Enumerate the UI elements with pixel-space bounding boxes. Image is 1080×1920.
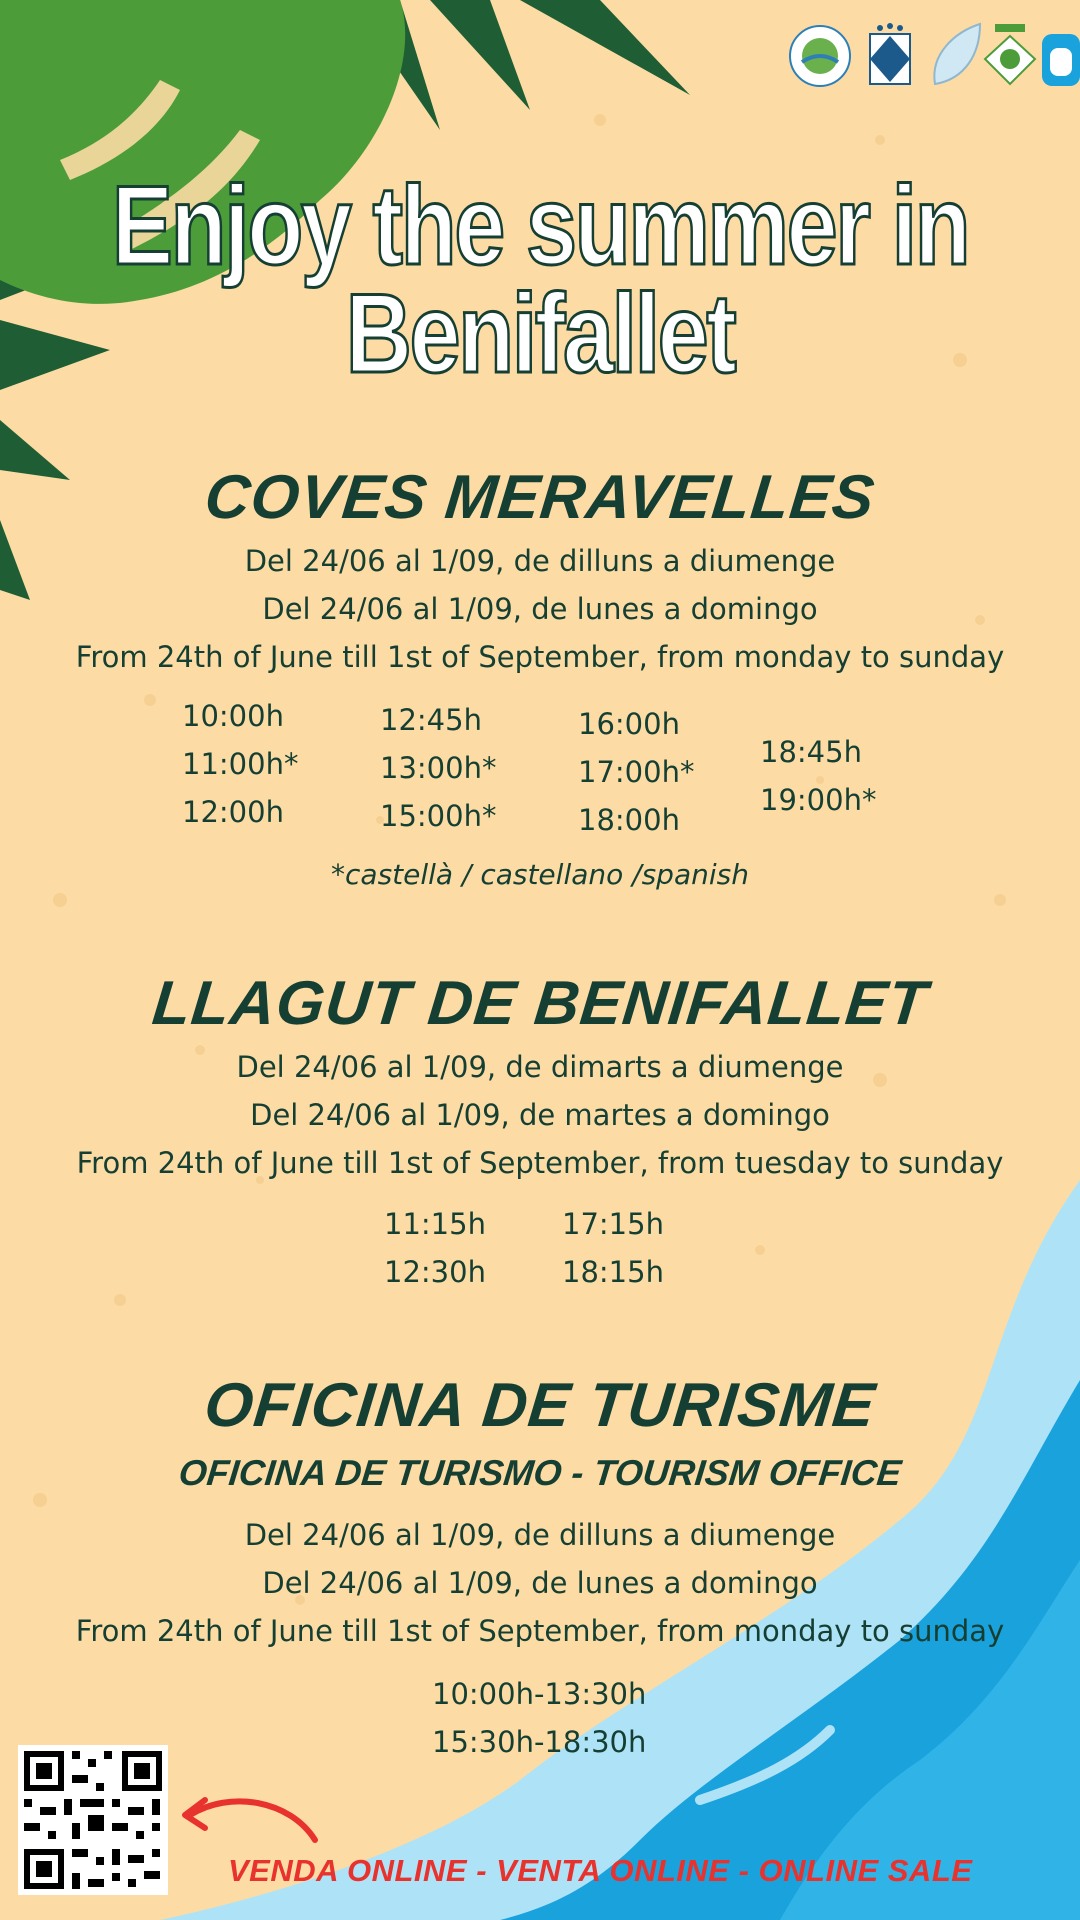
llagut-line-english: From 24th of June till 1st of September, from tuesday to sunday [76, 1146, 1004, 1180]
benifallet-crest-logo [985, 24, 1035, 84]
title-line-1: Enjoy the summer in [111, 163, 969, 288]
oficina-heading: OFICINA DE TURISME [201, 1371, 879, 1440]
coves-time: 10:00h [182, 699, 284, 733]
oficina-line-catalan: Del 24/06 al 1/09, de dilluns a diumenge [244, 1518, 836, 1552]
coves-time: 11:00h* [182, 747, 299, 781]
coves-times-col-1 [182, 692, 298, 836]
coves-heading: COVES MERAVELLES [201, 463, 879, 532]
coves-line-spanish: Del 24/06 al 1/09, de lunes a domingo [262, 592, 818, 626]
oficina-time: 10:00h-13:30h [432, 1677, 647, 1711]
leaf-logo [934, 24, 980, 84]
coves-times-col-4 [760, 728, 876, 824]
oficina-time: 15:30h-18:30h [432, 1725, 647, 1759]
coves-time: 12:45h [380, 703, 482, 737]
coves-times-col-2 [380, 696, 496, 840]
oficina-subheading: OFICINA DE TURISMO - TOURISM OFFICE [176, 1452, 904, 1493]
llagut-line-catalan: Del 24/06 al 1/09, de dimarts a diumenge [236, 1050, 844, 1084]
llagut-line-spanish: Del 24/06 al 1/09, de martes a domingo [250, 1098, 830, 1132]
coves-time: 19:00h* [760, 783, 877, 817]
qr-code[interactable] [18, 1745, 168, 1895]
terres-de-l-ebre-logo [790, 26, 850, 86]
oficina-times [432, 1670, 646, 1766]
coves-time: 12:00h [182, 795, 284, 829]
partner-logos [780, 14, 1080, 94]
b-logo [1042, 34, 1080, 86]
language-note: *castellà / castellano /spanish [331, 858, 749, 891]
coves-time: 17:00h* [578, 755, 695, 789]
llagut-times-col-2 [562, 1200, 664, 1296]
coves-line-catalan: Del 24/06 al 1/09, de dilluns a diumenge [244, 544, 836, 578]
coves-time: 18:00h [578, 803, 680, 837]
llagut-time: 18:15h [562, 1255, 664, 1289]
llagut-time: 17:15h [562, 1207, 664, 1241]
llagut-heading: LLAGUT DE BENIFALLET [149, 969, 931, 1038]
oficina-line-english: From 24th of June till 1st of September, from monday to sunday [75, 1614, 1005, 1648]
page-title [97, 163, 983, 396]
oficina-line-spanish: Del 24/06 al 1/09, de lunes a domingo [262, 1566, 818, 1600]
red-arrow [190, 1801, 315, 1840]
coves-time: 13:00h* [380, 751, 497, 785]
title-line-2: Benifallet [345, 271, 735, 396]
coves-time: 16:00h [578, 707, 680, 741]
coves-times-col-3 [578, 700, 694, 844]
llagut-time: 11:15h [384, 1207, 486, 1241]
coves-line-english: From 24th of June till 1st of September, from monday to sunday [75, 640, 1005, 674]
llagut-time: 12:30h [384, 1255, 486, 1289]
llagut-times-col-1 [384, 1200, 486, 1296]
coves-time: 15:00h* [380, 799, 497, 833]
online-sale-text[interactable]: VENDA ONLINE - VENTA ONLINE - ONLINE SALE [228, 1853, 973, 1888]
diputacio-shield-logo [870, 23, 910, 84]
coves-time: 18:45h [760, 735, 862, 769]
